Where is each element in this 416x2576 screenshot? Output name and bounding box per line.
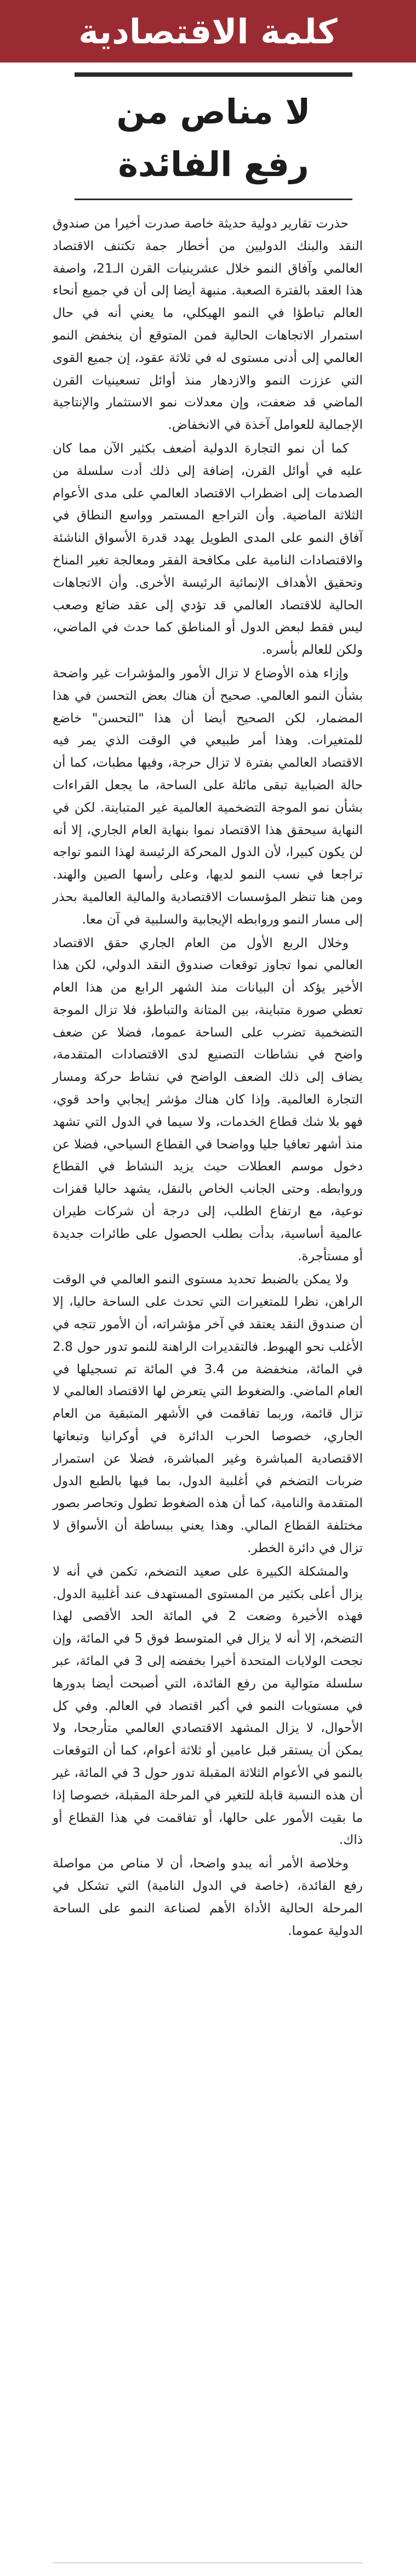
headline-line-1: لا مناص من (116, 92, 311, 132)
headline-line-2: رفع الفائدة (118, 144, 309, 184)
article-headline (75, 86, 352, 191)
article-paragraph: حذرت تقارير دولية حديثة خاصة صدرت أخيرا من صندوق النقد والبنك الدوليين من أخطار جمة تكتنف الاقتصاد العالمي وآفاق النمو خلال عشرينيات القرن الـ21، واصفة هذا العقد بالفترة الصعبة. منبهة أيضا إلى أن في جميع أنحاء العالم تباطؤا في النمو الهيكلي، ما يعني أنه في حال استمرار الاتجاهات الحالية فمن المتوقع أن ينخفض النمو العالمي إلى أدنى مستوى له في ثلاثة عقود، إن جميع القوى التي عززت النمو والازدهار منذ أوائل تسعينيات القرن الماضي قد ضعفت، وإن معدلات نمو الاستثمار والإنتاجية الإجمالية للعوامل آخذة في الانخفاض. (53, 216, 363, 433)
headline-top-rule (75, 72, 352, 77)
article-paragraph: كما أن نمو التجارة الدولية أضعف بكثير الآن مما كان عليه في أوائل القرن، إضافة إلى ذلك أدت سلسلة من الصدمات إلى اضطراب الاقتصاد العالمي على مدى الأعوام الثلاثة الماضية. وأن التراجع المستمر وواسع النطاق في آفاق النمو على المدى الطويل يهدد قدرة الأسواق الناشئة والاقتصادات النامية على مكافحة الفقر ومعالجة تغير المناخ وتحقيق الأهداف الإنمائية الرئيسة الأخرى. وأن الاتجاهات الحالية للاقتصاد العالمي قد تؤدي إلى عقد ضائع وصعب ليس فقط لبعض الدول أو المناطق كما حدث في الماضي، ولكن للعالم بأسره. (53, 440, 363, 658)
article-paragraph: والمشكلة الكبيرة على صعيد التضخم، تكمن في أنه لا يزال أعلى بكثير من المستوى المستهدف عند أغلبية الدول. فهذه الأخيرة وضعت 2 في المائة الحد الأقصى لهذا التضخم، إلا أنه لا يزال في المتوسط فوق 5 في المائة، وإن نجحت الولايات المتحدة أخيرا بخفضه إلى 3 في المائة، عبر سلسلة متوالية من رفع الفائدة، التي أصبحت أيضا بدورها في مستويات النمو في أكبر اقتصاد في العالم. وفي كل الأحوال، لا يزال المشهد الاقتصادي العالمي متأرجحا، ولا يمكن أن يستقر قبل عامين أو ثلاثة أعوام، كما أن التوقعات بالنمو في الأعوام الثلاثة المقبلة تدور حول 3 في المائة، غير أن هذه النسبة قابلة للتغير في المرحلة المقبلة، خصوصا إذا ما بقيت الأمور على حالها، أو تفاقمت في هذا القطاع أو ذاك. (53, 1564, 363, 1848)
section-header (0, 0, 416, 63)
article-body (53, 213, 363, 1943)
section-title: كلمة الاقتصادية (78, 11, 338, 52)
article-paragraph: ولا يمكن بالضبط تحديد مستوى النمو العالمي في الوقت الراهن، نظرا للمتغيرات التي تحدث على الساحة حاليا، إلا أن صندوق النقد يعتقد في آخر مؤشراته، أن الأمور تتجه في الأغلب نحو الهبوط. فالتقديرات الراهنة للنمو تدور حول 2.8 في المائة، منخفضة من 3.4 في المائة تم تسجيلها في العام الماضي. والضغوط التي يتعرض لها الاقتصاد العالمي لا تزال قائمة، وربما تفاقمت في الأشهر المتبقية من العام الجاري، خصوصا الحرب الدائرة في أوكرانيا وتبعاتها الاقتصادية المباشرة وغير المباشرة، فضلا عن استمرار ضربات التضخم في أغلبية الدول، بما فيها بالطبع الدول المتقدمة والنامية، كما أن هذه الضغوط تطول وتحاصر بصور مختلفة القطاع المالي. وهذا يعني ببساطة أن الأسواق لا تزال في دائرة الخطر. (53, 1272, 363, 1556)
article-paragraph: وخلال الربع الأول من العام الجاري حقق الاقتصاد العالمي نموا تجاوز توقعات صندوق النقد الدولي، لكن هذا الأخير يؤكد أن البيانات منذ الشهر الرابع من هذا العام تعطي صورة متباينة، بين المتانة والتباطؤ، فلا تزال الموجة التضخمية تضرب على الساحة عموما، فضلا عن ضعف واضح في نشاطات التصنيع لدى الاقتصادات المتقدمة، يضاف إلى ذلك الضعف الواضح في نشاط حركة ومسار التجارة العالمية. وإذا كان هناك مؤشر إيجابي واحد قوي، فهو بلا شك قطاع الخدمات، ولا سيما في الدول التي تشهد منذ أشهر تعافيا جليا وواضحا في القطاع السياحي، فضلا عن دخول موسم العطلات حيث يزيد النشاط في القطاع وروابطه. وحتى الجانب الخاص بالنقل، يشهد حاليا قفزات نوعية، مع ارتفاع الطلب، إلى درجة أن شركات طيران عالمية أساسية، بدأت بطلب الحصول على طائرات جديدة أو مستأجرة. (53, 935, 363, 1264)
headline-bottom-rule (75, 199, 352, 200)
article-end-rule (53, 2562, 363, 2563)
article-paragraph: وخلاصة الأمر أنه يبدو واضحا، أن لا مناص من مواصلة رفع الفائدة، (خاصة في الدول النامية) التي تشكل في المرحلة الحالية الأداة الأهم لصناعة النمو على الساحة الدولية عموما. (53, 1856, 363, 1938)
article-paragraph: وإزاء هذه الأوضاع لا تزال الأمور والمؤشرات غير واضحة بشأن النمو العالمي. صحيح أن هناك بعض التحسن في هذا المضمار، لكن الصحيح أيضا أن هذا "التحسن" خاضع للمتغيرات. وهذا أمر طبيعي في الوقت الذي يمر فيه الاقتصاد العالمي بفترة لا تزال حرجة، وفيها مطبات، كما أن حالة الضبابية تبقى مائلة على الساحة، ما يجعل القراءات بشأن نمو الموجة التضخمية العالمية غير المتباينة. لكن في النهاية سيحقق هذا الاقتصاد نموا بنهاية العام الجاري، إلا أنه لن يكون كبيرا، لأن الدول المحركة الرئيسة لهذا النمو تواجه تراجعا في نسب النمو لديها، وعلى رأسها الصين والهند. ومن هنا تنظر المؤسسات الاقتصادية والمالية العالمية بحذر إلى مسار النمو وروابطه الإيجابية والسلبية في آن معا. (53, 665, 363, 927)
